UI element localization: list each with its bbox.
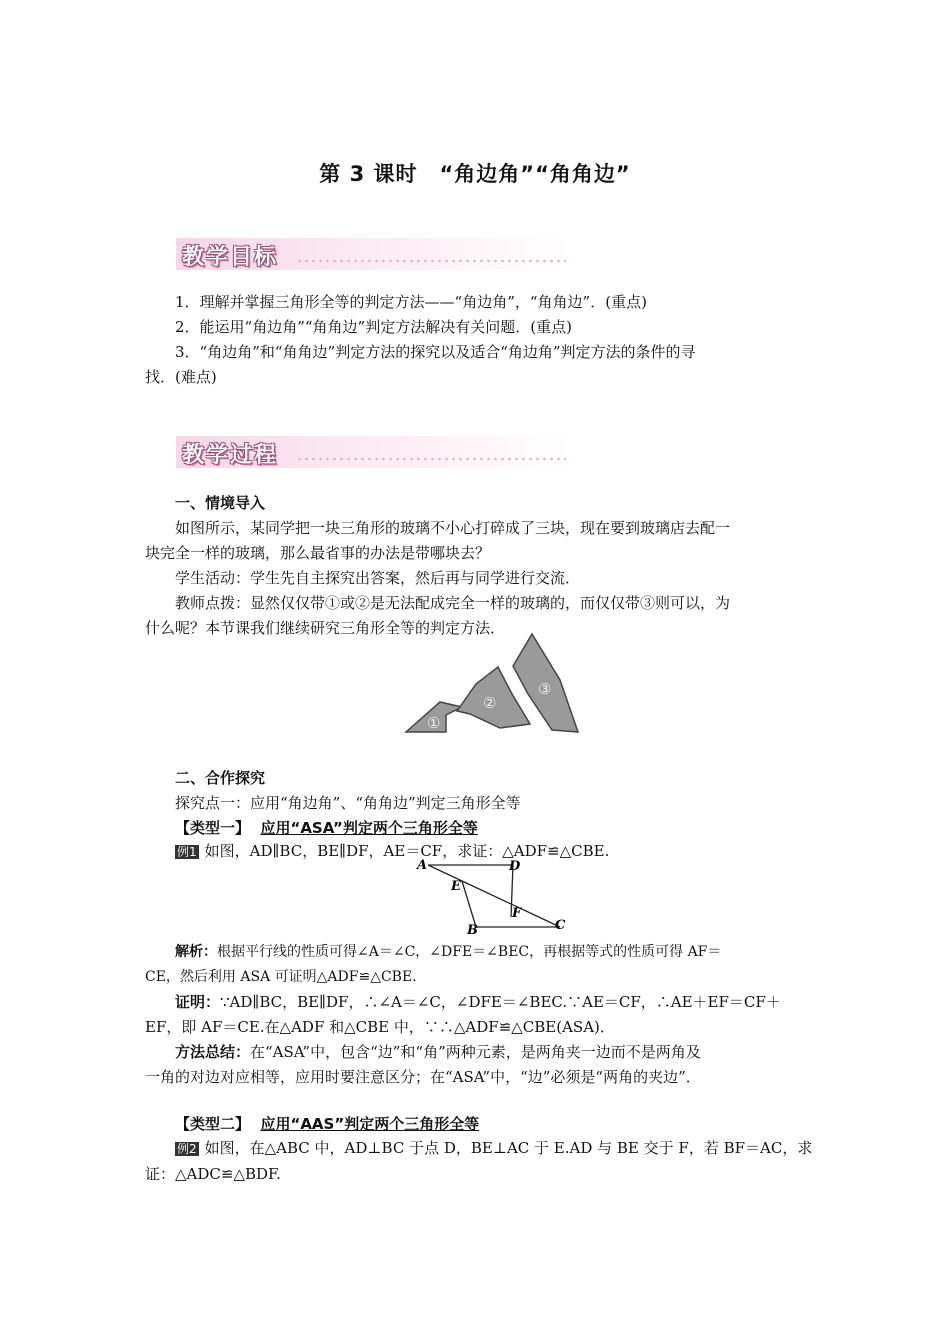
proof-line-2: EF，即 AF＝CE.在△ADF 和△CBE 中，∵∴△ADF≌△CBE(ASA)． [145,1018,615,1036]
intro-line-1: 如图所示，某同学把一块三角形的玻璃不小心打碎成了三块，现在要到玻璃店去配一 [175,519,731,537]
example-1-figure [414,857,574,935]
explore-point-1: 探究点一：应用“角边角”、“角角边”判定三角形全等 [175,794,521,812]
method-text-1: 在“ASA”中，包含“边”和“角”两种元素，是两角夹一边而不是两角及 [250,1043,701,1061]
point-label-b: B [467,923,478,935]
glass-pieces-figure [400,632,582,736]
example-2-text-1: 如图，在△ABC 中，AD⊥BC 于点 D，BE⊥AC 于 E.AD 与 BE 交于 F，若 BF＝AC，求 [204,1139,813,1157]
process-banner [176,436,570,468]
type-1-tag: 【类型一】 [175,819,251,837]
intro-line-2: 块完全一样的玻璃，那么最省事的办法是带哪块去？ [145,544,491,562]
example-2-badge: 例2 [177,1142,197,1156]
point-label-a: A [417,858,428,873]
analysis-label: 解析： [175,944,217,960]
goal-3-cont: 找．(难点) [145,368,217,386]
piece-label-2: ② [483,694,497,712]
process-banner-label: 教学过程 [182,443,279,468]
intro-line-5: 什么呢？本节课我们继续研究三角形全等的判定方法． [145,619,506,637]
goal-3: 3．“角边角”和“角角边”判定方法的探究以及适合“角边角”判定方法的条件的寻 [175,343,696,361]
section-heading-explore: 二、合作探究 [175,769,266,787]
type-2-heading [175,1111,807,1137]
analysis-text-1: 根据平行线的性质可得∠A＝∠C，∠DFE＝∠BEC，再根据等式的性质可得 AF＝ [217,944,722,960]
point-label-c: C [555,918,566,933]
method-line-1 [175,1039,807,1065]
example-1-badge: 例1 [177,845,197,859]
proof-label: 证明： [175,993,221,1011]
piece-label-3: ③ [538,680,552,698]
type-2-tag: 【类型二】 [175,1115,251,1133]
type-1-title: 应用“ASA”判定两个三角形全等 [260,819,478,837]
point-label-d: D [509,859,521,874]
method-line-2: 一角的对边对应相等，应用时要注意区分；在“ASA”中，“边”必须是“两角的夹边”． [145,1068,701,1086]
goals-banner-label: 教学目标 [182,245,279,270]
analysis-line-2: CE，然后利用 ASA 可证明△ADF≌△CBE. [145,969,417,985]
goal-2: 2．能运用“角边角”“角角边”判定方法解决有关问题．(重点) [175,318,572,336]
intro-line-3: 学生活动：学生先自主探究出答案，然后再与同学进行交流． [175,569,581,587]
page-title: 第 3 课时 “角边角”“角角边” [319,162,631,186]
point-label-f: F [512,906,522,921]
piece-label-1: ① [427,714,441,732]
analysis-line-1 [175,939,807,965]
type-2-title: 应用“AAS”判定两个三角形全等 [260,1115,480,1133]
intro-line-4: 教师点拨：显然仅仅带①或②是无法配成完全一样的玻璃的，而仅仅带③则可以，为 [175,594,731,612]
goal-1: 1．理解并掌握三角形全等的判定方法——“角边角”，“角角边”．(重点) [175,293,647,311]
example-1-text: 如图，AD∥BC，BE∥DF，AE＝CF，求证：△ADF≌△CBE. [204,842,610,860]
example-2-line-1 [175,1135,813,1161]
point-label-e: E [451,879,461,894]
goals-banner [176,238,570,270]
proof-line-1 [175,989,807,1015]
proof-text-1: ∵AD∥BC，BE∥DF，∴∠A＝∠C，∠DFE＝∠BEC.∵AE＝CF，∴AE＋EF＝CF＋ [220,993,781,1011]
method-label: 方法总结： [175,1043,251,1061]
section-heading-intro: 一、情境导入 [175,494,266,512]
example-2-line-2: 证：△ADC≌△BDF. [145,1165,281,1183]
